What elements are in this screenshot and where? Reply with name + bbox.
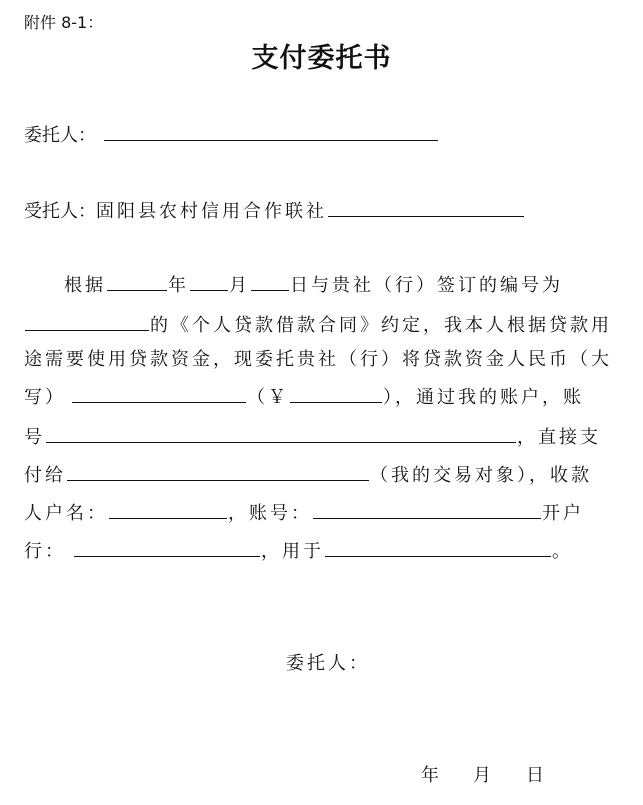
- payee-bank-field[interactable]: [74, 536, 260, 557]
- contract-number-field[interactable]: [25, 310, 149, 331]
- payee-field[interactable]: [67, 460, 369, 481]
- amount-words-field[interactable]: [72, 382, 246, 403]
- signature-principal-label: 委托人：: [286, 653, 370, 674]
- principal-label: 委托人：: [24, 125, 96, 146]
- body-line-6: 付给 （我的交易对象），收款: [24, 460, 592, 488]
- signature-day: 日: [526, 765, 544, 786]
- agent-row: [24, 196, 525, 224]
- body-line-2: 的《个人贷款借款合同》约定，我本人根据贷款用: [24, 310, 612, 338]
- page-title: 支付委托书: [251, 43, 392, 74]
- body-line-4: 写） （￥ ），通过我的账户，账: [24, 382, 584, 410]
- signature-year: 年: [421, 765, 439, 786]
- signature-month: 月: [473, 765, 491, 786]
- agent-label: 受托人：: [24, 201, 96, 222]
- payee-account-field[interactable]: [313, 498, 541, 519]
- body-line-1: 根据 年 月 日与贵社（行）签订的编号为: [64, 270, 563, 298]
- principal-field[interactable]: [104, 120, 438, 141]
- amount-number-field[interactable]: [290, 382, 382, 403]
- agent-value: 固阳县农村信用合作联社: [96, 201, 327, 222]
- body-line-7: 人户名： ，账号： 开户: [24, 498, 584, 526]
- account-number-field[interactable]: [46, 422, 516, 443]
- contract-month-field[interactable]: [190, 270, 228, 291]
- body-line-5: 号 ，直接支: [24, 422, 601, 450]
- contract-day-field[interactable]: [251, 270, 289, 291]
- body-line-8: 行： ，用于 。: [24, 536, 573, 564]
- principal-row: [24, 120, 439, 148]
- purpose-field[interactable]: [325, 536, 551, 557]
- agent-extra-field[interactable]: [328, 196, 524, 217]
- contract-year-field[interactable]: [107, 270, 167, 291]
- payee-name-field[interactable]: [109, 498, 227, 519]
- body-line-3: 途需要使用贷款资金，现委托贵社（行）将贷款资金人民币（大: [24, 349, 612, 370]
- attachment-label: 附件 8-1：: [24, 13, 104, 32]
